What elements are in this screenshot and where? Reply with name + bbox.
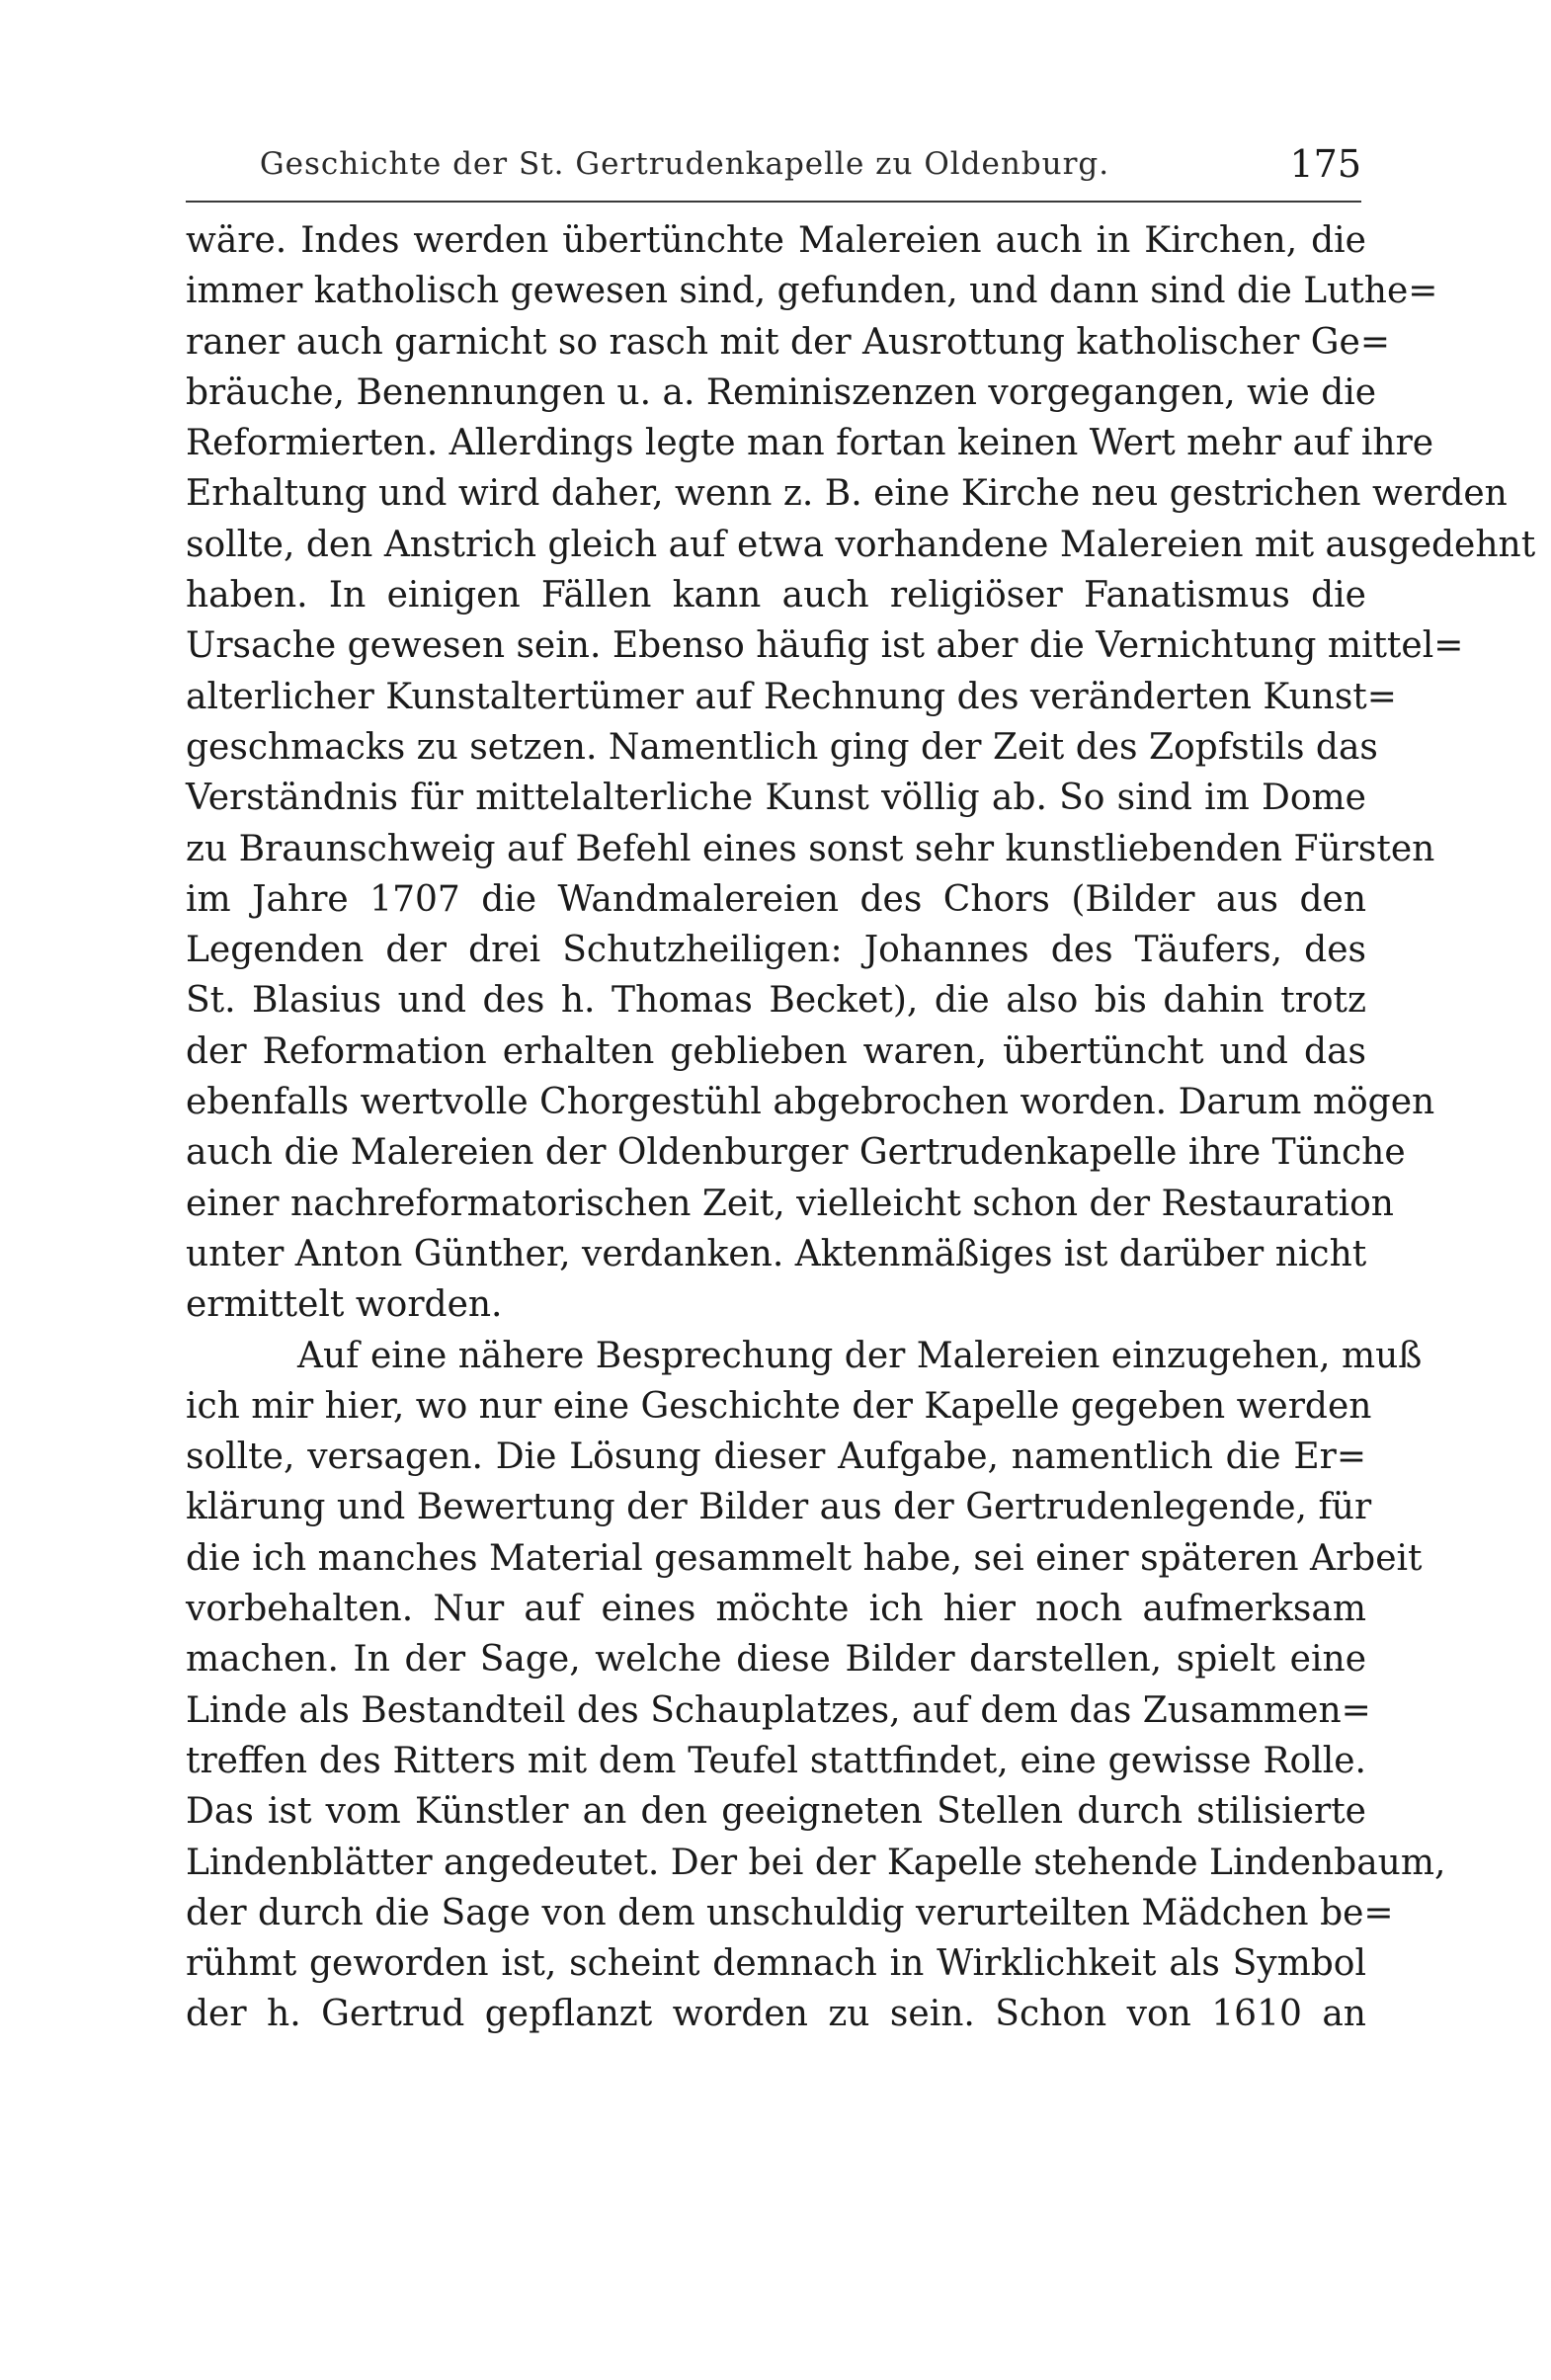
- text-line: der Reformation erhalten geblieben waren, übertüncht und das: [186, 1030, 1366, 1072]
- text-line: zu Braunschweig auf Befehl eines sonst sehr kunstliebenden Fürsten: [186, 828, 1435, 869]
- text-line: ebenfalls wertvolle Chorgestühl abgebrochen worden. Darum mögen: [186, 1082, 1435, 1123]
- paragraph: [186, 1331, 1446, 2040]
- text-line: raner auch garnicht so rasch mit der Ausrottung katholischer Ge=: [186, 321, 1390, 363]
- text-line: rühmt geworden ist, scheint demnach in Wirklichkeit als Symbol: [186, 1943, 1366, 1985]
- text-line: unter Anton Günther, verdanken. Aktenmäßiges ist darüber nicht: [186, 1233, 1367, 1274]
- text-line: geschmacks zu setzen. Namentlich ging der Zeit des Zopfstils das: [186, 726, 1378, 768]
- body-text: [186, 215, 1536, 2040]
- text-line: alterlicher Kunstaltertümer auf Rechnung des veränderten Kunst=: [186, 676, 1397, 717]
- text-line: vorbehalten. Nur auf eines möchte ich hier noch aufmerksam: [186, 1589, 1366, 1630]
- text-line: Ursache gewesen sein. Ebenso häufig ist aber die Vernichtung mittel=: [186, 625, 1464, 667]
- paragraph: [186, 215, 1536, 1331]
- text-line: Verständnis für mittelalterliche Kunst völlig ab. So sind im Dome: [186, 778, 1366, 819]
- text-line: immer katholisch gewesen sind, gefunden, und dann sind die Luthe=: [186, 271, 1438, 312]
- text-line: klärung und Bewertung der Bilder aus der Gertrudenlegende, für: [186, 1487, 1372, 1528]
- text-line: der h. Gertrud gepflanzt worden zu sein. Schon von 1610 an: [186, 1994, 1366, 2035]
- text-line: die ich manches Material gesammelt habe, sei einer späteren Arbeit: [186, 1537, 1423, 1579]
- text-line: auch die Malereien der Oldenburger Gertrudenkapelle ihre Tünche: [186, 1132, 1406, 1174]
- text-line: Das ist vom Künstler an den geeigneten Stellen durch stilisierte: [186, 1791, 1366, 1833]
- text-line: im Jahre 1707 die Wandmalereien des Chors (Bilder aus den: [186, 878, 1366, 920]
- running-title: Geschichte der St. Gertrudenkapelle zu Oldenburg.: [259, 146, 1110, 182]
- text-line: haben. In einigen Fällen kann auch religiöser Fanatismus die: [186, 575, 1366, 616]
- text-line: sollte, versagen. Die Lösung dieser Aufgabe, namentlich die Er=: [186, 1436, 1366, 1478]
- text-line: Linde als Bestandteil des Schauplatzes, auf dem das Zusammen=: [186, 1689, 1371, 1731]
- text-line: machen. In der Sage, welche diese Bilder darstellen, spielt eine: [186, 1639, 1366, 1681]
- running-header: [186, 142, 1361, 196]
- text-line: treffen des Ritters mit dem Teufel stattfindet, eine gewisse Rolle.: [186, 1740, 1366, 1781]
- text-line: Erhaltung und wird daher, wenn z. B. eine Kirche neu gestrichen werden: [186, 473, 1508, 515]
- text-line: ermittelt worden.: [186, 1284, 503, 1326]
- text-line: Legenden der drei Schutzheiligen: Johannes des Täufers, des: [186, 930, 1366, 971]
- text-line: Auf eine nähere Besprechung der Malereien einzugehen, muß: [297, 1335, 1423, 1376]
- text-line: bräuche, Benennungen u. a. Reminiszenzen vorgegangen, wie die: [186, 371, 1377, 413]
- text-line: Reformierten. Allerdings legte man fortan keinen Wert mehr auf ihre: [186, 423, 1434, 464]
- page-number: 175: [1289, 142, 1361, 186]
- text-line: ich mir hier, wo nur eine Geschichte der Kapelle gegeben werden: [186, 1385, 1372, 1427]
- text-line: St. Blasius und des h. Thomas Becket), die also bis dahin trotz: [186, 980, 1366, 1022]
- text-line: sollte, den Anstrich gleich auf etwa vorhandene Malereien mit ausgedehnt: [186, 524, 1536, 565]
- header-rule: [186, 201, 1361, 203]
- text-line: Lindenblätter angedeutet. Der bei der Kapelle stehende Lindenbaum,: [186, 1842, 1446, 1883]
- text-line: einer nachreformatorischen Zeit, vielleicht schon der Restauration: [186, 1183, 1394, 1224]
- text-line: wäre. Indes werden übertünchte Malereien auch in Kirchen, die: [186, 220, 1366, 261]
- text-line: der durch die Sage von dem unschuldig verurteilten Mädchen be=: [186, 1892, 1394, 1933]
